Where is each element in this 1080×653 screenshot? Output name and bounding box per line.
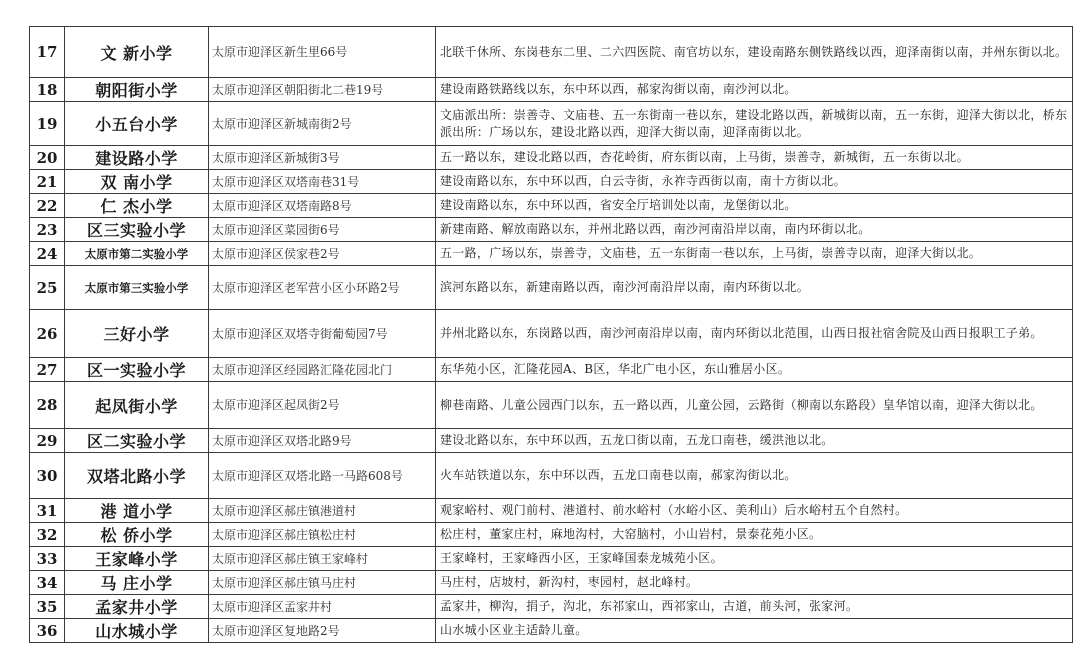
table-row xyxy=(30,382,1073,429)
row-number: 18 xyxy=(30,78,65,102)
table-row xyxy=(30,619,1073,643)
enrollment-area: 山水城小区业主适龄儿童。 xyxy=(436,619,1073,643)
school-name: 孟家井小学 xyxy=(65,595,209,619)
table-row xyxy=(30,499,1073,523)
enrollment-area: 建设南路铁路线以东，东中环以西，郝家沟街以南，南沙河以北。 xyxy=(436,78,1073,102)
school-address: 太原市迎泽区双塔北路一马路608号 xyxy=(209,453,436,499)
school-address: 太原市迎泽区双塔南巷31号 xyxy=(209,170,436,194)
school-address: 太原市迎泽区复地路2号 xyxy=(209,619,436,643)
school-district-table xyxy=(29,26,1073,643)
row-number: 20 xyxy=(30,146,65,170)
school-name: 山水城小学 xyxy=(65,619,209,643)
row-number: 30 xyxy=(30,453,65,499)
table-row xyxy=(30,78,1073,102)
school-name: 区三实验小学 xyxy=(65,218,209,242)
table-row xyxy=(30,146,1073,170)
school-name: 双塔北路小学 xyxy=(65,453,209,499)
row-number: 32 xyxy=(30,523,65,547)
enrollment-area: 并州北路以东，东岗路以西，南沙河南沿岸以南，南内环街以北范围，山西日报社宿舍院及山西日报职工子弟。 xyxy=(436,310,1073,358)
school-name: 区二实验小学 xyxy=(65,429,209,453)
enrollment-area: 王家峰村，王家峰西小区，王家峰国泰龙城苑小区。 xyxy=(436,547,1073,571)
school-name: 三好小学 xyxy=(65,310,209,358)
school-address: 太原市迎泽区双塔北路9号 xyxy=(209,429,436,453)
enrollment-area: 柳巷南路、儿童公园西门以东，五一路以西，儿童公园，云路街（柳南以东路段）皇华馆以南，迎泽大街以北。 xyxy=(436,382,1073,429)
row-number: 27 xyxy=(30,358,65,382)
table-row xyxy=(30,310,1073,358)
school-address: 太原市迎泽区双塔寺街葡萄园7号 xyxy=(209,310,436,358)
school-name: 松 侨小学 xyxy=(65,523,209,547)
enrollment-area: 五一路以东，建设北路以西，杏花岭街，府东街以南，上马街，崇善寺，新城街，五一东街以北。 xyxy=(436,146,1073,170)
enrollment-area: 建设北路以东，东中环以西，五龙口街以南，五龙口南巷，缓洪池以北。 xyxy=(436,429,1073,453)
enrollment-area: 火车站铁道以东，东中环以西，五龙口南巷以南，郝家沟街以北。 xyxy=(436,453,1073,499)
row-number: 22 xyxy=(30,194,65,218)
school-name: 王家峰小学 xyxy=(65,547,209,571)
table-row xyxy=(30,27,1073,78)
table-row xyxy=(30,453,1073,499)
school-name: 马 庄小学 xyxy=(65,571,209,595)
school-address: 太原市迎泽区起凤街2号 xyxy=(209,382,436,429)
row-number: 33 xyxy=(30,547,65,571)
enrollment-area: 马庄村，店坡村，新沟村，枣园村，赵北峰村。 xyxy=(436,571,1073,595)
row-number: 17 xyxy=(30,27,65,78)
table-row xyxy=(30,523,1073,547)
enrollment-area: 北联千休所、东岗巷东二里、二六四医院、南官坊以东，建设南路东侧铁路线以西，迎泽南街以南，并州东街以北。 xyxy=(436,27,1073,78)
school-address: 太原市迎泽区新生里66号 xyxy=(209,27,436,78)
school-name: 起凤街小学 xyxy=(65,382,209,429)
enrollment-area: 新建南路、解放南路以东，并州北路以西，南沙河南沿岸以南，南内环街以北。 xyxy=(436,218,1073,242)
enrollment-area: 建设南路以东，东中环以西，省安全厅培训处以南，龙堡街以北。 xyxy=(436,194,1073,218)
school-name: 朝阳街小学 xyxy=(65,78,209,102)
school-address: 太原市迎泽区郝庄镇松庄村 xyxy=(209,523,436,547)
table-row xyxy=(30,242,1073,266)
school-address: 太原市迎泽区老军营小区小环路2号 xyxy=(209,266,436,310)
school-address: 太原市迎泽区郝庄镇马庄村 xyxy=(209,571,436,595)
school-name: 建设路小学 xyxy=(65,146,209,170)
row-number: 26 xyxy=(30,310,65,358)
row-number: 35 xyxy=(30,595,65,619)
school-address: 太原市迎泽区郝庄镇王家峰村 xyxy=(209,547,436,571)
school-name: 太原市第三实验小学 xyxy=(65,266,209,310)
row-number: 28 xyxy=(30,382,65,429)
school-address: 太原市迎泽区孟家井村 xyxy=(209,595,436,619)
enrollment-area: 松庄村，董家庄村，麻地沟村，大窑脑村，小山岩村，景泰花苑小区。 xyxy=(436,523,1073,547)
row-number: 21 xyxy=(30,170,65,194)
school-address: 太原市迎泽区朝阳街北二巷19号 xyxy=(209,78,436,102)
table-row xyxy=(30,358,1073,382)
enrollment-area: 滨河东路以东，新建南路以西，南沙河南沿岸以南，南内环街以北。 xyxy=(436,266,1073,310)
row-number: 23 xyxy=(30,218,65,242)
table-row xyxy=(30,429,1073,453)
school-name: 区一实验小学 xyxy=(65,358,209,382)
row-number: 25 xyxy=(30,266,65,310)
row-number: 29 xyxy=(30,429,65,453)
school-name: 仁 杰小学 xyxy=(65,194,209,218)
enrollment-area: 五一路，广场以东，崇善寺，文庙巷，五一东街南一巷以东，上马街，崇善寺以南，迎泽大街以北。 xyxy=(436,242,1073,266)
table-row xyxy=(30,194,1073,218)
table-row xyxy=(30,218,1073,242)
school-address: 太原市迎泽区新城街3号 xyxy=(209,146,436,170)
school-address: 太原市迎泽区菜园街6号 xyxy=(209,218,436,242)
school-address: 太原市迎泽区经园路汇隆花园北门 xyxy=(209,358,436,382)
row-number: 24 xyxy=(30,242,65,266)
table-row xyxy=(30,547,1073,571)
table-row xyxy=(30,571,1073,595)
school-name: 小五台小学 xyxy=(65,102,209,146)
school-name: 双 南小学 xyxy=(65,170,209,194)
school-address: 太原市迎泽区新城南街2号 xyxy=(209,102,436,146)
table-row xyxy=(30,266,1073,310)
school-name: 文 新小学 xyxy=(65,27,209,78)
school-address: 太原市迎泽区侯家巷2号 xyxy=(209,242,436,266)
row-number: 19 xyxy=(30,102,65,146)
school-name: 太原市第二实验小学 xyxy=(65,242,209,266)
table-row xyxy=(30,170,1073,194)
enrollment-area: 文庙派出所：崇善寺、文庙巷、五一东街南一巷以东，建设北路以西，新城街以南，五一东街，迎泽大街以北，桥东派出所：广场以东，建设北路以西，迎泽大街以南，迎泽南街以北。 xyxy=(436,102,1073,146)
school-name: 港 道小学 xyxy=(65,499,209,523)
row-number: 36 xyxy=(30,619,65,643)
enrollment-area: 孟家井，柳沟，捐子，沟北，东祁家山，西祁家山，古道，前头河，张家河。 xyxy=(436,595,1073,619)
enrollment-area: 观家峪村、观门前村、港道村、前水峪村（水峪小区、美利山）后水峪村五个自然村。 xyxy=(436,499,1073,523)
enrollment-area: 东华苑小区，汇隆花园A、B区，华北广电小区，东山雅居小区。 xyxy=(436,358,1073,382)
row-number: 34 xyxy=(30,571,65,595)
table-row xyxy=(30,595,1073,619)
school-address: 太原市迎泽区双塔南路8号 xyxy=(209,194,436,218)
table-row xyxy=(30,102,1073,146)
enrollment-area: 建设南路以东，东中环以西，白云寺街，永祚寺西街以南，南十方街以北。 xyxy=(436,170,1073,194)
school-address: 太原市迎泽区郝庄镇港道村 xyxy=(209,499,436,523)
row-number: 31 xyxy=(30,499,65,523)
